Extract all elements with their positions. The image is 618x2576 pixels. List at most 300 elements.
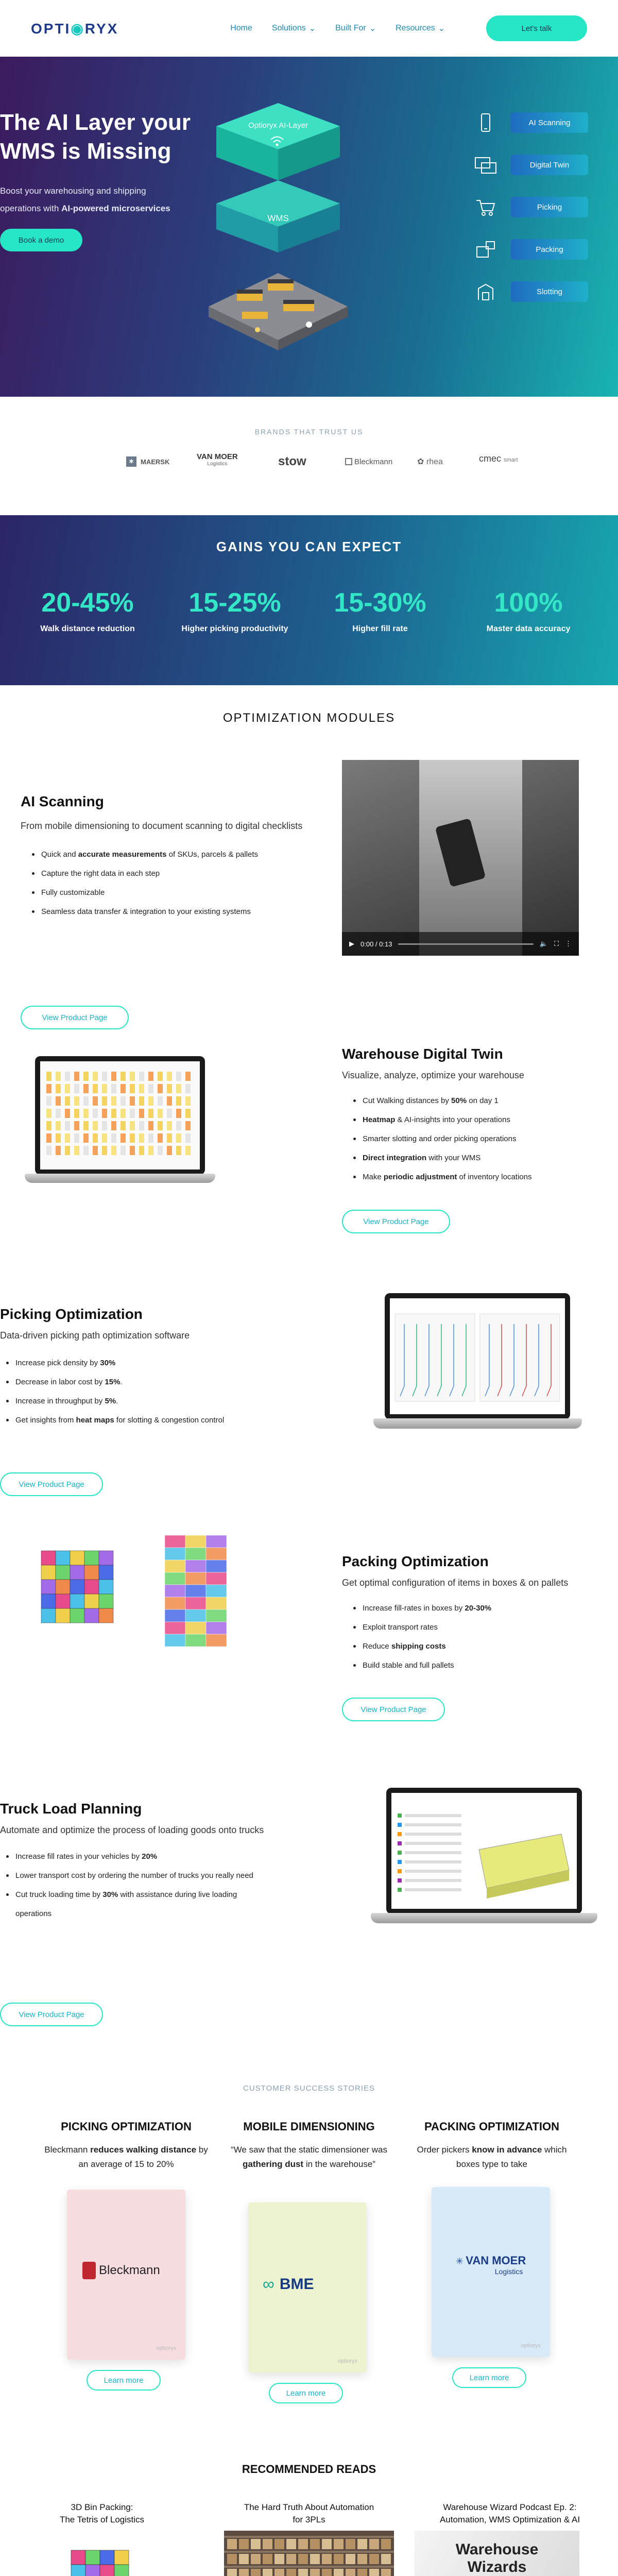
story-desc — [221, 2143, 397, 2172]
heatmap-cell — [176, 1133, 181, 1143]
list-row — [405, 1888, 461, 1891]
bullet-bold: 20-30% — [465, 1604, 492, 1613]
bullet-bold: 30% — [102, 1890, 118, 1899]
podcast-cover-image[interactable] — [415, 2531, 579, 2576]
list-bullet — [398, 1832, 402, 1836]
hero-subtitle — [0, 182, 185, 217]
packed-item — [185, 1560, 206, 1572]
shelf-box — [286, 2539, 296, 2549]
hero-subtitle-bold: AI-powered microservices — [61, 204, 170, 213]
feature-label: Slotting — [511, 281, 588, 302]
heatmap-cell — [46, 1121, 52, 1130]
bullet-text: Fully customizable — [41, 888, 105, 897]
packed-item — [99, 1580, 113, 1594]
heatmap-cell — [176, 1121, 181, 1130]
heatmap-cell — [158, 1072, 163, 1081]
bullet-bold: 5% — [105, 1397, 116, 1405]
heatmap-cell — [148, 1146, 153, 1155]
packed-item — [84, 1580, 99, 1594]
ai-layer-label: Optioryx AI-Layer — [248, 121, 308, 130]
module-bullet — [5, 1372, 247, 1392]
heatmap-cell — [93, 1096, 98, 1106]
packed-item — [99, 1551, 113, 1565]
shelf-box — [322, 2554, 332, 2564]
heatmap-cell — [111, 1146, 116, 1155]
warehouse-floor-illustration — [206, 263, 350, 366]
gain-value: 100% — [494, 588, 563, 618]
bullet-text: with your WMS — [426, 1154, 481, 1162]
bullet-text: of SKUs, parcels & pallets — [166, 850, 259, 859]
shelf-box — [369, 2539, 379, 2549]
module-bullet — [352, 1129, 599, 1148]
bullet-text: Build stable and full pallets — [363, 1661, 454, 1670]
packed-item — [56, 1580, 70, 1594]
packed-item — [84, 1594, 99, 1608]
module-bullet — [5, 1847, 258, 1866]
video-progress-bar[interactable] — [398, 943, 533, 945]
read-title: The Tetris of Logistics — [59, 2515, 145, 2524]
heatmap-cell — [167, 1133, 172, 1143]
learn-more-button[interactable]: Learn more — [87, 2370, 161, 2391]
warehouse-shelves-image[interactable] — [224, 2531, 394, 2576]
lets-talk-button[interactable]: Let's talk — [486, 15, 587, 41]
digital-twin-laptop-image — [25, 1056, 215, 1190]
heatmap-cell — [74, 1146, 79, 1155]
learn-more-button[interactable]: Learn more — [269, 2383, 343, 2403]
gain-value: 20-45% — [41, 588, 134, 618]
modules-section — [0, 685, 618, 2076]
heatmap-cell — [65, 1133, 70, 1143]
story-desc-bold: reduces walking distance — [90, 2145, 197, 2155]
bullet-text: Capture the right data in each step — [41, 869, 160, 878]
module-bullet — [31, 864, 309, 883]
heatmap-cell — [158, 1096, 163, 1106]
packed-item — [41, 1565, 56, 1580]
heatmap-cell — [158, 1121, 163, 1130]
packing-box-icon — [474, 238, 497, 261]
packed-item — [41, 1608, 56, 1623]
shelf-box — [227, 2569, 237, 2576]
heatmap-cell — [148, 1084, 153, 1093]
shelf-box — [369, 2554, 379, 2564]
heatmap-cell — [158, 1146, 163, 1155]
packed-item — [165, 1535, 185, 1548]
shelf-beam — [224, 2551, 394, 2553]
shelf-box — [334, 2539, 344, 2549]
play-icon[interactable]: ▶ — [349, 940, 354, 947]
hero-feature-packing[interactable] — [474, 235, 608, 264]
heatmap-cell — [185, 1072, 191, 1081]
shelf-box — [346, 2569, 355, 2576]
packed-item — [165, 1597, 185, 1609]
module-desc: Get optimal configuration of items in boxes & on pallets — [342, 1578, 569, 1588]
bullet-text: Increase fill rates in your vehicles by — [15, 1852, 142, 1861]
story-desc-bold: gathering dust — [243, 2159, 304, 2169]
shelf-box — [322, 2569, 332, 2576]
packed-item — [56, 1608, 70, 1623]
heatmap-cell — [130, 1109, 135, 1118]
packed-item — [70, 1551, 84, 1565]
heatmap-cell — [102, 1072, 107, 1081]
list-row — [405, 1851, 461, 1854]
bullet-text: with assistance during live loading operations — [15, 1890, 237, 1918]
module-bullet — [352, 1637, 599, 1656]
maersk-star-icon: ✶ — [126, 456, 136, 467]
wifi-signal-icon — [269, 135, 285, 147]
packed-item — [41, 1594, 56, 1608]
logo-text-left: OPTI — [31, 20, 71, 37]
brand-name: Bleckmann — [99, 2263, 160, 2277]
view-product-page-button[interactable]: View Product Page — [0, 2003, 103, 2026]
packed-item — [206, 1548, 227, 1560]
heatmap-cell — [111, 1072, 116, 1081]
packed-item — [56, 1565, 70, 1580]
bullet-text: Increase in throughput by — [15, 1397, 105, 1405]
heatmap-cell — [167, 1096, 172, 1106]
heatmap-cell — [185, 1109, 191, 1118]
packed-item — [84, 1608, 99, 1623]
ai-layer-illustration — [209, 98, 348, 366]
heatmap-cell — [148, 1121, 153, 1130]
learn-more-button[interactable]: Learn more — [452, 2367, 526, 2388]
wms-layer-label: WMS — [267, 213, 289, 223]
list-bullet — [398, 1888, 402, 1892]
bullet-bold: heat maps — [76, 1416, 114, 1425]
bullet-text: . — [120, 1378, 123, 1386]
packed-item — [165, 1585, 185, 1597]
story-desc-text: which boxes type to take — [456, 2145, 567, 2169]
heatmap-cell — [102, 1146, 107, 1155]
heatmap-cell — [121, 1121, 126, 1130]
module-digital-twin — [342, 1046, 599, 1226]
rhea-flower-icon: ✿ — [417, 457, 424, 466]
module-bullet — [31, 883, 309, 902]
packed-item — [84, 1565, 99, 1580]
bullet-text: Increase fill-rates in boxes by — [363, 1604, 465, 1613]
shelf-box — [286, 2554, 296, 2564]
packed-item — [185, 1548, 206, 1560]
brand-name: VAN MOER — [197, 452, 238, 461]
packed-item — [185, 1622, 206, 1634]
nav-solutions[interactable] — [272, 23, 316, 33]
heatmap-cell — [46, 1133, 52, 1143]
heatmap-cell — [65, 1146, 70, 1155]
shelf-box — [227, 2554, 237, 2564]
chart-panel — [480, 1314, 560, 1401]
list-bullet — [398, 1841, 402, 1845]
module-bullet — [5, 1392, 247, 1411]
heatmap-cell — [130, 1133, 135, 1143]
module-title: AI Scanning — [21, 793, 104, 809]
bullet-bold: 15% — [105, 1378, 121, 1386]
story-title: MOBILE DIMENSIONING — [243, 2120, 375, 2133]
heatmap-cell — [130, 1121, 135, 1130]
story-card-vanmoer[interactable] — [432, 2187, 550, 2357]
view-product-page-button[interactable]: View Product Page — [342, 1210, 450, 1233]
story-desc — [39, 2143, 214, 2172]
story-desc-text: Bleckmann — [44, 2145, 91, 2155]
packed-item — [100, 2550, 114, 2565]
list-bullet — [398, 1851, 402, 1855]
heatmap-cell — [121, 1146, 126, 1155]
heatmap-cell — [121, 1084, 126, 1093]
view-product-page-button[interactable]: View Product Page — [21, 1006, 129, 1029]
heatmap-cell — [139, 1121, 144, 1130]
story-picking — [39, 2120, 214, 2172]
module-bullet — [352, 1091, 599, 1110]
heatmap-cell — [185, 1133, 191, 1143]
heatmap-cell — [83, 1133, 89, 1143]
reads-heading: RECOMMENDED READS — [242, 2463, 376, 2476]
module-title: Packing Optimization — [342, 1553, 489, 1569]
brand-sub: smart — [504, 457, 518, 463]
bullet-text: Cut Walking distances by — [363, 1096, 452, 1105]
module-bullet — [5, 1866, 258, 1885]
feature-label: Packing — [511, 239, 588, 260]
heatmap-cell — [102, 1109, 107, 1118]
module-picking — [0, 1306, 288, 1489]
packed-item — [165, 1572, 185, 1585]
shelf-box — [381, 2569, 391, 2576]
shelf-box — [239, 2569, 249, 2576]
book-demo-button[interactable]: Book a demo — [0, 229, 82, 251]
story-desc-text: by an average of 15 to 20% — [78, 2145, 208, 2169]
packed-item — [71, 2565, 85, 2576]
module-title: Truck Load Planning — [0, 1801, 142, 1817]
heatmap-cell — [111, 1121, 116, 1130]
heatmap-cell — [74, 1121, 79, 1130]
hero-feature-picking[interactable] — [474, 193, 608, 222]
module-bullet — [5, 1885, 258, 1923]
shelf-box — [334, 2554, 344, 2564]
shelf-box — [310, 2569, 320, 2576]
heatmap-cell — [46, 1096, 52, 1106]
hero-title: The AI Layer your WMS is Missing — [0, 110, 191, 164]
shelf-box — [298, 2539, 308, 2549]
list-bullet — [398, 1823, 402, 1827]
heatmap-cell — [83, 1072, 89, 1081]
fullscreen-icon[interactable]: ⛶ — [554, 940, 559, 947]
list-bullet — [398, 1814, 402, 1818]
shelf-box — [274, 2569, 284, 2576]
story-dimensioning — [221, 2120, 397, 2172]
bullet-text: of inventory locations — [457, 1173, 532, 1181]
heatmap-cell — [176, 1146, 181, 1155]
packed-item — [206, 1535, 227, 1548]
heatmap-cell — [130, 1146, 135, 1155]
heatmap-cell — [167, 1121, 172, 1130]
heatmap-cell — [93, 1121, 98, 1130]
brand-sub: Logistics — [494, 2267, 523, 2276]
packed-item — [71, 2550, 85, 2565]
video-controls — [342, 932, 579, 956]
packed-item — [70, 1565, 84, 1580]
bleckmann-logo — [82, 2262, 160, 2279]
heatmap-cell — [130, 1084, 135, 1093]
heatmap-cell — [139, 1133, 144, 1143]
hero-section — [0, 57, 618, 397]
gain-label: Walk distance reduction — [40, 624, 135, 633]
brands-section — [0, 397, 618, 515]
volume-icon[interactable]: 🔈 — [539, 940, 548, 947]
phone-scan-icon — [474, 111, 497, 134]
heatmap-cell — [102, 1133, 107, 1143]
list-row — [405, 1833, 461, 1836]
view-product-page-button[interactable]: View Product Page — [0, 1472, 103, 1496]
bullet-bold: accurate measurements — [78, 850, 167, 859]
heatmap-cell — [83, 1146, 89, 1155]
heatmap-cell — [83, 1096, 89, 1106]
heatmap-cell — [74, 1109, 79, 1118]
shelf-box — [286, 2569, 296, 2576]
heatmap-cell — [167, 1072, 172, 1081]
hero-feature-digital-twin[interactable] — [474, 150, 608, 179]
bullet-text: Lower transport cost by ordering the number of trucks you really need — [15, 1871, 253, 1880]
module-bullet — [352, 1599, 599, 1618]
story-card-bleckmann[interactable] — [67, 2190, 185, 2360]
packed-item — [85, 2565, 100, 2576]
heatmap-cell — [158, 1084, 163, 1093]
more-options-icon[interactable]: ⋮ — [565, 940, 572, 947]
module-bullet — [352, 1656, 599, 1675]
shelf-box — [263, 2539, 272, 2549]
module-bullet — [31, 902, 309, 921]
module-desc: Visualize, analyze, optimize your warehouse — [342, 1070, 524, 1080]
story-desc-text: in the warehouse” — [303, 2159, 375, 2169]
heatmap-cell — [121, 1072, 126, 1081]
slotting-icon — [474, 280, 497, 303]
read-automation-3pl — [211, 2501, 407, 2526]
packed-item — [185, 1572, 206, 1585]
bme-logo — [263, 2275, 314, 2294]
heatmap-cell — [121, 1133, 126, 1143]
read-title: Warehouse Wizard Podcast Ep. 2: — [443, 2502, 577, 2512]
heatmap-cell — [130, 1096, 135, 1106]
list-row — [405, 1879, 461, 1882]
hero-feature-ai-scanning[interactable] — [474, 108, 608, 137]
brand-name: Bleckmann — [354, 457, 393, 466]
brands-heading: BRANDS THAT TRUST US — [254, 428, 364, 436]
packed-item — [206, 1609, 227, 1622]
shelf-beam — [224, 2536, 394, 2538]
optioryx-logo[interactable] — [31, 20, 118, 37]
module-bullet — [352, 1110, 599, 1129]
packed-item — [100, 2565, 114, 2576]
read-bin-packing — [4, 2501, 200, 2526]
packed-item — [165, 1560, 185, 1572]
brand-logos-row — [0, 450, 618, 481]
heatmap-cell — [148, 1109, 153, 1118]
bullet-text: Quick and — [41, 850, 78, 859]
chevron-down-icon: ⌄ — [438, 24, 445, 33]
module-ai-scanning — [21, 793, 309, 1022]
shelf-box — [357, 2554, 367, 2564]
heatmap-cell — [139, 1109, 144, 1118]
nav-label: Built For — [335, 24, 366, 32]
shelf-box — [346, 2539, 355, 2549]
read-podcast — [412, 2501, 608, 2526]
heatmap-cell — [185, 1121, 191, 1130]
module-bullet — [352, 1618, 599, 1637]
module-desc: Data-driven picking path optimization software — [0, 1330, 190, 1341]
card-watermark: optioryx — [156, 2345, 176, 2351]
nav-label: Solutions — [271, 24, 306, 32]
shelf-box — [298, 2569, 308, 2576]
brand-name: rhea — [426, 457, 443, 466]
packed-item — [185, 1609, 206, 1622]
modules-heading: OPTIMIZATION MODULES — [222, 711, 396, 725]
heatmap-cell — [83, 1109, 89, 1118]
bin-packing-image[interactable] — [50, 2537, 153, 2576]
packed-item — [99, 1608, 113, 1623]
gain-item — [313, 587, 447, 634]
stories-heading: CUSTOMER SUCCESS STORIES — [243, 2084, 375, 2093]
logo-text-right: RYX — [84, 20, 119, 37]
nav-built-for[interactable] — [335, 23, 376, 33]
chevron-down-icon: ⌄ — [308, 24, 316, 33]
heatmap-cell — [56, 1146, 61, 1155]
packed-item — [206, 1634, 227, 1647]
brand-logo-stow: stow — [278, 454, 306, 468]
hero-feature-slotting[interactable] — [474, 277, 608, 306]
picking-laptop-image — [373, 1293, 582, 1437]
heatmap-cell — [111, 1133, 116, 1143]
packed-item — [185, 1597, 206, 1609]
hero-subtitle-text: Boost your warehousing and shipping operations with — [0, 186, 146, 213]
site-header — [0, 0, 618, 57]
bullet-text: . — [116, 1397, 118, 1405]
heatmap-cell — [56, 1084, 61, 1093]
card-watermark: optioryx — [521, 2343, 541, 2349]
packed-item — [185, 1585, 206, 1597]
shelf-box — [381, 2539, 391, 2549]
packed-item — [206, 1597, 227, 1609]
packed-item — [114, 2550, 129, 2565]
chart-panel — [395, 1314, 475, 1401]
packed-item — [70, 1608, 84, 1623]
heatmap-cell — [111, 1096, 116, 1106]
heatmap-cell — [148, 1133, 153, 1143]
packed-item — [41, 1551, 56, 1565]
gain-label: Master data accuracy — [486, 624, 571, 633]
story-desc-bold: know in advance — [472, 2145, 542, 2155]
story-title: PACKING OPTIMIZATION — [424, 2120, 559, 2133]
bullet-text: for slotting & congestion control — [114, 1416, 225, 1425]
read-title: Automation, WMS Optimization & AI — [439, 2515, 580, 2524]
shelf-box — [263, 2554, 272, 2564]
podcast-title: Warehouse — [455, 2541, 539, 2558]
brand-sub: Logistics — [207, 461, 228, 467]
heatmap-cell — [185, 1096, 191, 1106]
module-bullet — [352, 1167, 599, 1187]
ai-scanning-video[interactable] — [342, 760, 579, 956]
list-bullet — [398, 1869, 402, 1873]
brand-name: MAERSK — [141, 457, 170, 466]
bullet-bold: 30% — [100, 1359, 116, 1367]
heatmap-cell — [176, 1096, 181, 1106]
shelf-box — [263, 2569, 272, 2576]
heatmap-cell — [102, 1096, 107, 1106]
story-card-bme[interactable] — [248, 2202, 367, 2372]
view-product-page-button[interactable]: View Product Page — [342, 1698, 445, 1721]
video-time: 0:00 / 0:13 — [360, 940, 392, 948]
heatmap-cell — [102, 1084, 107, 1093]
logo-orb-icon: ◉ — [71, 20, 85, 37]
nav-home[interactable] — [230, 24, 252, 33]
heatmap-cell — [93, 1133, 98, 1143]
bullet-text: Get insights from — [15, 1416, 76, 1425]
nav-resources[interactable] — [396, 23, 445, 33]
